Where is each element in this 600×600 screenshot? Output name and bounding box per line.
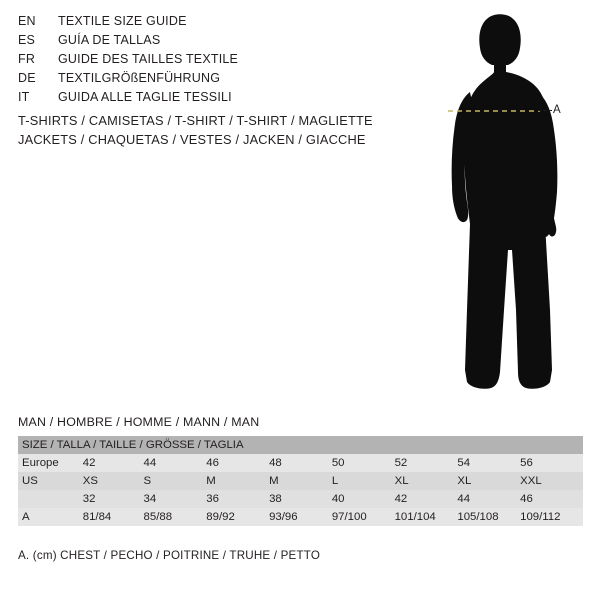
- cell: 46: [206, 454, 269, 472]
- legend-text-es: GUÍA DE TALLAS: [58, 33, 161, 47]
- size-table-section: [18, 415, 583, 526]
- chest-marker-label: A: [553, 104, 561, 116]
- legend-text-de: TEXTILGRÖßENFÜHRUNG: [58, 71, 221, 85]
- cell: 89/92: [206, 508, 269, 526]
- chest-footnote: A. (cm) CHEST / PECHO / POITRINE / TRUHE / PETTO: [18, 549, 321, 562]
- legend-row-fr: [18, 52, 398, 71]
- cell: XL: [457, 472, 520, 490]
- cell: 42: [81, 454, 144, 472]
- cell: 34: [144, 490, 207, 508]
- legend-text-en: TEXTILE SIZE GUIDE: [58, 14, 187, 28]
- silhouette-icon: [400, 10, 600, 410]
- legend-text-it: GUIDA ALLE TAGLIE TESSILI: [58, 90, 232, 104]
- cell: M: [269, 472, 332, 490]
- legend-code-en: EN: [18, 14, 36, 28]
- category-jackets: JACKETS / CHAQUETAS / VESTES / JACKEN / GIACCHE: [18, 132, 366, 147]
- table-header-row: [18, 436, 583, 454]
- cell: S: [144, 472, 207, 490]
- chest-pointer-dashes: [538, 110, 552, 111]
- cell: 44: [457, 490, 520, 508]
- cell: 48: [269, 454, 332, 472]
- row-label-us: US: [18, 472, 81, 490]
- table-row: [18, 454, 583, 472]
- cell: 50: [332, 454, 395, 472]
- cell: XXL: [520, 472, 583, 490]
- category-tshirts: T-SHIRTS / CAMISETAS / T-SHIRT / T-SHIRT / MAGLIETTE: [18, 113, 373, 128]
- cell: M: [206, 472, 269, 490]
- cell: 32: [81, 490, 144, 508]
- legend-code-de: DE: [18, 71, 36, 85]
- legend-text-fr: GUIDE DES TAILLES TEXTILE: [58, 52, 239, 66]
- cell: XS: [81, 472, 144, 490]
- legend-code-fr: FR: [18, 52, 36, 66]
- table-header-label: SIZE / TALLA / TAILLE / GRÖSSE / TAGLIA: [18, 436, 583, 454]
- legend-row-it: [18, 90, 398, 109]
- legend-code-es: ES: [18, 33, 36, 47]
- legend-code-it: IT: [18, 90, 30, 104]
- cell: 52: [395, 454, 458, 472]
- row-label-blank: [18, 490, 81, 508]
- table-row: [18, 508, 583, 526]
- cell: L: [332, 472, 395, 490]
- category-headings: [18, 111, 373, 149]
- cell: 46: [520, 490, 583, 508]
- cell: 85/88: [144, 508, 207, 526]
- row-label-europe: Europe: [18, 454, 81, 472]
- cell: 56: [520, 454, 583, 472]
- cell: 101/104: [395, 508, 458, 526]
- cell: 42: [395, 490, 458, 508]
- size-table: [18, 436, 583, 526]
- table-row: [18, 472, 583, 490]
- cell: 36: [206, 490, 269, 508]
- cell: 109/112: [520, 508, 583, 526]
- cell: 38: [269, 490, 332, 508]
- male-silhouette-figure: [400, 10, 600, 410]
- table-title: MAN / HOMBRE / HOMME / MANN / MAN: [18, 415, 260, 429]
- row-label-a: A: [18, 508, 81, 526]
- legend-row-en: [18, 14, 398, 33]
- cell: 44: [144, 454, 207, 472]
- table-row: [18, 490, 583, 508]
- cell: 40: [332, 490, 395, 508]
- legend-row-es: [18, 33, 398, 52]
- cell: 105/108: [457, 508, 520, 526]
- legend-row-de: [18, 71, 398, 90]
- cell: 54: [457, 454, 520, 472]
- cell: XL: [395, 472, 458, 490]
- cell: 81/84: [81, 508, 144, 526]
- cell: 97/100: [332, 508, 395, 526]
- cell: 93/96: [269, 508, 332, 526]
- language-legend: [18, 14, 398, 109]
